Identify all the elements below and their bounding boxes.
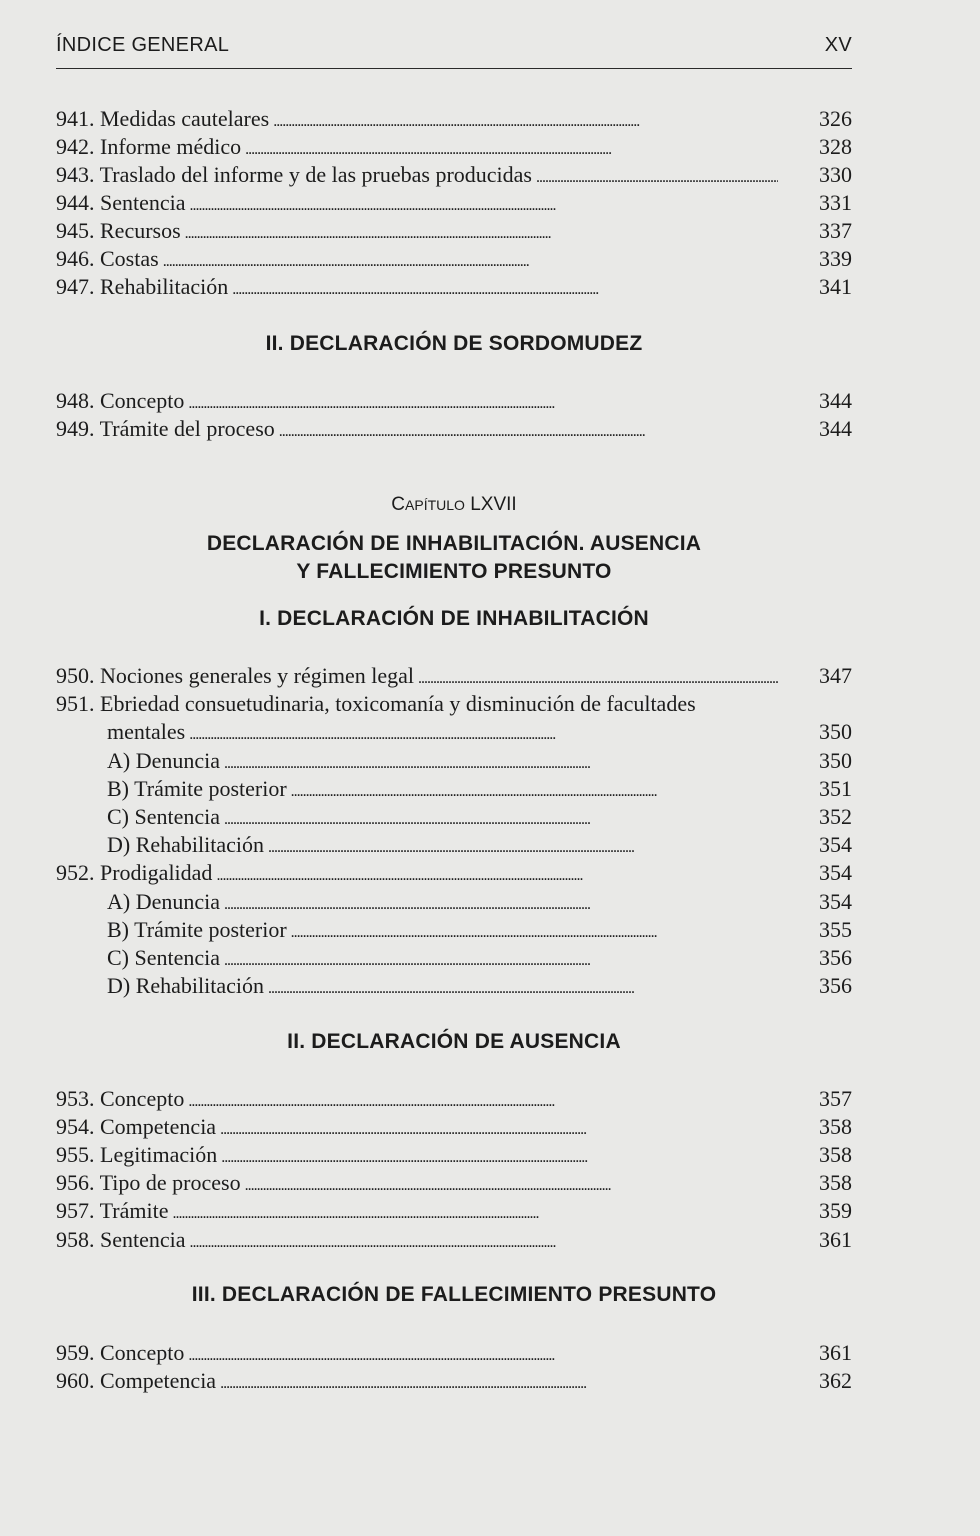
entry-title: Sentencia <box>100 1227 186 1252</box>
entry-page: 358 <box>819 1170 852 1195</box>
dot-leader <box>224 944 778 975</box>
toc-entry <box>56 217 852 245</box>
chapter-label: CAPÍTULO LXVII <box>391 494 517 515</box>
dot-leader <box>245 1169 778 1200</box>
toc-subentry <box>56 972 852 1000</box>
subentry-title: D) Rehabilitación <box>107 832 265 857</box>
toc-subentry <box>56 831 852 859</box>
entry-page: 354 <box>819 889 852 914</box>
toc-entry <box>56 133 852 161</box>
dot-leader <box>172 1197 778 1228</box>
entry-page: 359 <box>819 1198 852 1223</box>
toc-entry <box>56 662 852 690</box>
dot-leader <box>188 1339 778 1370</box>
dot-leader <box>163 245 778 276</box>
toc-entry <box>56 245 852 273</box>
entry-page: 355 <box>819 917 852 942</box>
toc-entry <box>56 1226 852 1254</box>
header-title: ÍNDICE GENERAL <box>56 34 230 56</box>
toc-subentry <box>56 916 852 944</box>
dot-leader <box>273 105 778 136</box>
entry-page: 339 <box>819 246 852 271</box>
entry-title: Rehabilitación <box>100 274 229 299</box>
dot-leader <box>224 747 778 778</box>
entry-page: 356 <box>819 945 852 970</box>
dot-leader <box>220 1113 778 1144</box>
section-heading-inhabilitacion: I. DECLARACIÓN DE INHABILITACIÓN <box>259 607 649 630</box>
toc-subentry <box>56 944 852 972</box>
dot-leader <box>216 859 778 890</box>
entry-page: 354 <box>819 860 852 885</box>
entry-page: 350 <box>819 719 852 744</box>
dot-leader <box>224 803 778 834</box>
entry-number: 950. <box>56 663 95 688</box>
entry-page: 337 <box>819 218 852 243</box>
entry-title: Traslado del informe y de las pruebas producidas <box>99 162 532 187</box>
entry-page: 362 <box>819 1368 852 1393</box>
entry-number: 945. <box>56 218 95 243</box>
running-header <box>56 34 852 60</box>
entry-page: 330 <box>819 162 852 187</box>
entry-page: 341 <box>819 274 852 299</box>
entry-page: 347 <box>819 663 852 688</box>
chapter-numeral: LXVII <box>470 494 517 515</box>
section-heading-sordomudez: II. DECLARACIÓN DE SORDOMUDEZ <box>265 332 643 355</box>
dot-leader <box>190 189 778 220</box>
entry-page: 361 <box>819 1227 852 1252</box>
toc-entry <box>56 1085 852 1113</box>
toc-subentry <box>56 888 852 916</box>
toc-entry <box>56 1169 852 1197</box>
entry-number: 948. <box>56 388 95 413</box>
entry-title: Costas <box>100 246 159 271</box>
section-heading-fallecimiento: III. DECLARACIÓN DE FALLECIMIENTO PRESUNTO <box>191 1283 717 1306</box>
dot-leader <box>279 415 778 446</box>
subentry-title: C) Sentencia <box>107 945 221 970</box>
toc-subentry <box>56 747 852 775</box>
dot-leader <box>418 662 778 693</box>
subentry-title: A) Denuncia <box>107 889 221 914</box>
entry-page: 356 <box>819 973 852 998</box>
entry-number: 946. <box>56 246 95 271</box>
section-heading-ausencia: II. DECLARACIÓN DE AUSENCIA <box>287 1030 621 1053</box>
entry-number: 952. <box>56 860 95 885</box>
entry-title-line2: mentales <box>107 719 186 744</box>
entry-title-line1: Ebriedad consuetudinaria, toxicomanía y disminución de facultades <box>100 691 696 716</box>
subentry-title: B) Trámite posterior <box>107 776 287 801</box>
entry-number: 960. <box>56 1368 95 1393</box>
entry-title: Tipo de proceso <box>99 1170 241 1195</box>
entry-title: Nociones generales y régimen legal <box>100 663 414 688</box>
dot-leader <box>188 1085 778 1116</box>
entry-number: 956. <box>56 1170 95 1195</box>
entry-title: Prodigalidad <box>100 860 213 885</box>
dot-leader <box>190 1226 778 1257</box>
entry-page: 358 <box>819 1142 852 1167</box>
header-rule <box>56 68 852 69</box>
toc-entry <box>56 105 852 133</box>
header-page-number: XV <box>824 34 852 56</box>
entry-number: 954. <box>56 1114 95 1139</box>
subentry-title: B) Trámite posterior <box>107 917 287 942</box>
entry-page: 358 <box>819 1114 852 1139</box>
entry-number: 949. <box>56 416 95 441</box>
dot-leader <box>536 161 778 192</box>
toc-entry <box>56 1339 852 1367</box>
toc-entry <box>56 859 852 887</box>
entry-number: 944. <box>56 190 95 215</box>
subentry-title: C) Sentencia <box>107 804 221 829</box>
entry-number: 953. <box>56 1086 95 1111</box>
entry-number: 941. <box>56 106 95 131</box>
toc-entry <box>56 1141 852 1169</box>
entry-title: Competencia <box>100 1368 217 1393</box>
entry-title: Concepto <box>100 388 185 413</box>
chapter-title-line1: DECLARACIÓN DE INHABILITACIÓN. AUSENCIA <box>206 532 702 555</box>
entry-title: Trámite <box>99 1198 169 1223</box>
toc-entry-continuation <box>56 718 852 746</box>
entry-page: 331 <box>819 190 852 215</box>
dot-leader <box>291 775 778 806</box>
dot-leader <box>185 217 778 248</box>
entry-number: 959. <box>56 1340 95 1365</box>
entry-number: 957. <box>56 1198 95 1223</box>
toc-subentry <box>56 803 852 831</box>
dot-leader <box>268 972 778 1003</box>
toc-entry <box>56 189 852 217</box>
toc-subentry <box>56 775 852 803</box>
entry-title: Concepto <box>100 1086 185 1111</box>
toc-entry <box>56 1113 852 1141</box>
entry-title: Recursos <box>100 218 181 243</box>
entry-page: 328 <box>819 134 852 159</box>
entry-number: 943. <box>56 162 95 187</box>
entry-page: 361 <box>819 1340 852 1365</box>
toc-entry <box>56 1367 852 1395</box>
entry-page: 354 <box>819 832 852 857</box>
toc-entry <box>56 1197 852 1225</box>
entry-number: 951. <box>56 691 95 716</box>
entry-number: 955. <box>56 1142 95 1167</box>
entry-page: 351 <box>819 776 852 801</box>
toc-entry <box>56 273 852 301</box>
entry-page: 357 <box>819 1086 852 1111</box>
entry-title: Sentencia <box>100 190 186 215</box>
dot-leader <box>224 888 778 919</box>
toc-entry <box>56 387 852 415</box>
toc-entry <box>56 161 852 189</box>
entry-title: Competencia <box>100 1114 217 1139</box>
dot-leader <box>188 387 778 418</box>
entry-title: Medidas cautelares <box>100 106 270 131</box>
dot-leader <box>245 133 778 164</box>
entry-title: Legitimación <box>100 1142 218 1167</box>
entry-title: Concepto <box>100 1340 185 1365</box>
chapter-title-line2: Y FALLECIMIENTO PRESUNTO <box>296 560 612 583</box>
entry-title: Informe médico <box>100 134 242 159</box>
dot-leader <box>232 273 778 304</box>
entry-page: 326 <box>819 106 852 131</box>
entry-page: 352 <box>819 804 852 829</box>
dot-leader <box>291 916 778 947</box>
subentry-title: A) Denuncia <box>107 748 221 773</box>
entry-page: 344 <box>819 388 852 413</box>
entry-title: Trámite del proceso <box>99 416 275 441</box>
subentry-title: D) Rehabilitación <box>107 973 265 998</box>
dot-leader <box>221 1141 778 1172</box>
dot-leader <box>189 718 778 749</box>
entry-number: 947. <box>56 274 95 299</box>
entry-number: 958. <box>56 1227 95 1252</box>
dot-leader <box>268 831 778 862</box>
entry-number: 942. <box>56 134 95 159</box>
entry-page: 344 <box>819 416 852 441</box>
toc-entry <box>56 690 852 718</box>
entry-page: 350 <box>819 748 852 773</box>
toc-entry <box>56 415 852 443</box>
dot-leader <box>220 1367 778 1398</box>
